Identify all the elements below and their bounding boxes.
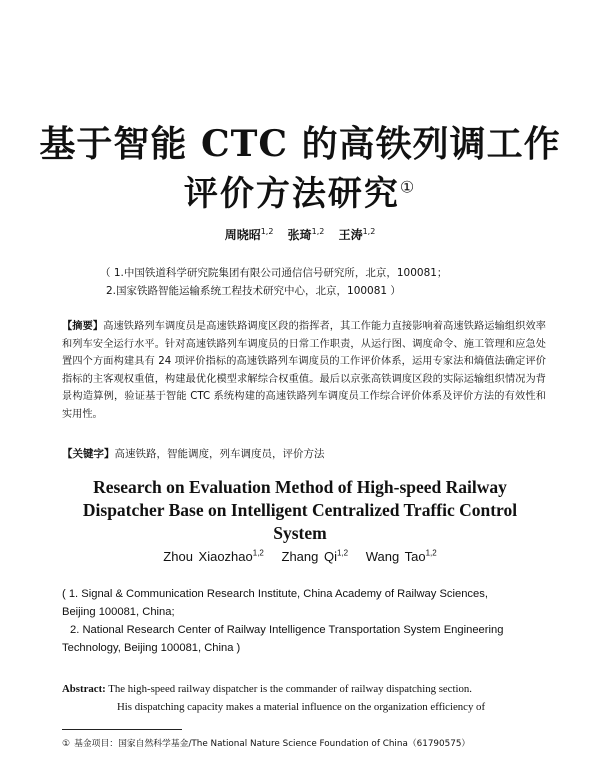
english-authors [0,549,600,564]
chinese-keywords-label: 【关键字】 [62,448,115,460]
chinese-keywords-text: 高速铁路，智能调度，列车调度员，评价方法 [114,448,325,460]
footnote-text: 基金项目：国家自然科学基金/The National Nature Science Foundation of China（61790575） [74,739,471,749]
english-title-line-1: Research on Evaluation Method of High-speed Railway [93,477,507,497]
author-en-2 [282,549,349,564]
english-affiliation-line-3: 2. National Research Center of Railway Intelligence Transportation System Engineering [70,624,504,636]
author-cn-2 [288,228,325,242]
english-title-line-3: System [273,523,327,543]
author-cn-3-sup: 1,2 [362,227,376,236]
author-en-1-sup: 1,2 [252,549,264,558]
english-abstract-label: Abstract: [62,683,106,695]
chinese-abstract [62,318,546,423]
author-en-2-name: Zhang Qi [281,549,337,565]
footnote-divider [62,729,182,730]
english-affiliations [62,585,548,657]
author-en-3-sup: 1,2 [425,549,437,558]
english-title-line-2: Dispatcher Base on Intelligent Centralized Traffic Control [82,500,518,520]
author-cn-1-name: 周晓昭 [224,228,261,242]
english-abstract [62,680,548,716]
author-cn-2-sup: 1,2 [311,227,325,236]
chinese-authors [0,226,600,243]
english-abstract-line-2: His dispatching capacity makes a material influence on the organization efficiency of [117,701,486,713]
english-affiliation-line-1: ( 1. Signal & Communication Research Institute, China Academy of Railway Sciences, [62,588,488,600]
chinese-title-line-2-text: 评价方法研究 [183,174,400,214]
author-cn-3 [339,228,376,242]
chinese-affiliation-1: （ 1.中国铁道科学研究院集团有限公司通信信号研究所，北京，100081； [100,267,448,279]
title-footnote-mark: ① [399,177,417,197]
english-title [40,476,560,545]
footnote [62,736,548,749]
author-en-3-name: Wang Tao [365,549,426,565]
chinese-keywords [62,446,546,461]
chinese-abstract-label: 【摘要】 [62,321,104,332]
author-en-2-sup: 1,2 [336,549,349,558]
chinese-abstract-text: 高速铁路列车调度员是高速铁路调度区段的指挥者，其工作能力直接影响着高速铁路运输组织效率和列车安全运行水平。针对高速铁路列车调度员的日常工作职责，从运行图、调度命令、施工管理和应急处置四个方面构建具有 24 项评价指标的高速铁路列车调度员的工作评价体系，运用专家法和熵值法确定评价指标的主客观权重值，构建最优化模型求解综合权重值。最后以京张高铁调度区段的实际运输组织情况为背景构造算例，验证基于智能 CTC 系统构建的高速铁路列车调度员工作综合评价体系及评价方法的有效性和实用性。 [62,321,546,420]
author-en-1 [163,549,264,564]
footnote-mark: ① [62,739,71,749]
author-cn-1 [225,228,274,242]
author-cn-1-sup: 1,2 [260,227,274,236]
author-en-1-name: Zhou Xiaozhao [163,549,253,565]
author-cn-2-name: 张琦 [287,228,312,242]
english-abstract-line-1: The high-speed railway dispatcher is the commander of railway dispatching section. [108,683,472,695]
chinese-title-line-2 [0,166,600,215]
author-en-3 [366,549,437,564]
chinese-title-line-1: 基于智能 CTC 的高铁列调工作 [39,123,561,165]
english-affiliation-line-2: Beijing 100081, China; [62,606,175,618]
english-affiliation-line-4: Technology, Beijing 100081, China ) [62,642,241,654]
chinese-affiliation-2: 2.国家铁路智能运输系统工程技术研究中心，北京，100081 ） [106,285,401,297]
author-cn-3-name: 王涛 [338,228,363,242]
